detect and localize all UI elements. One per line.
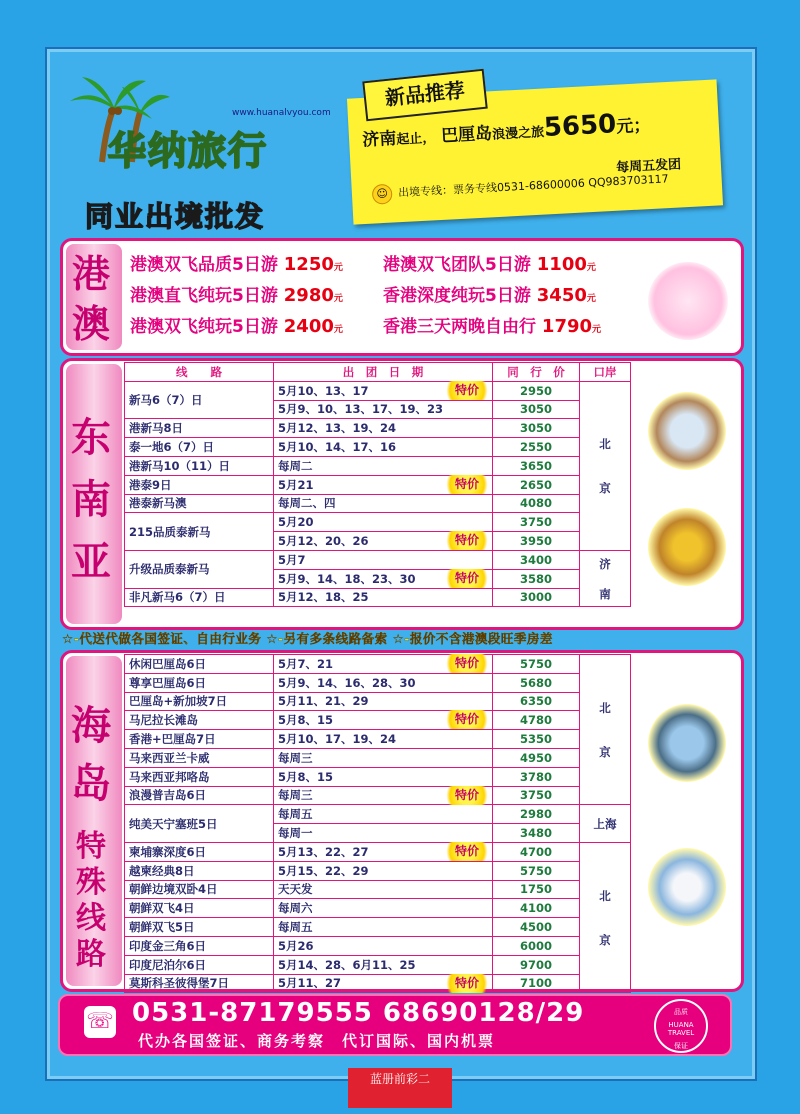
route-name: 越柬经典8日 bbox=[125, 861, 274, 880]
price-cell: 2550 bbox=[493, 438, 580, 457]
table-header: 口岸 bbox=[580, 363, 631, 382]
date-text: 5月10、13、17 bbox=[278, 383, 369, 398]
route-name: 休闲巴厘岛6日 bbox=[125, 655, 274, 674]
special-title: 特 殊 线 路 bbox=[76, 829, 106, 972]
promo-schedule: 每周五发团 bbox=[615, 157, 682, 176]
date-cell bbox=[274, 748, 493, 767]
date-text: 5月7 bbox=[278, 552, 306, 567]
date-text: 5月8、15 bbox=[278, 769, 334, 784]
port-cell: 上海 bbox=[580, 805, 631, 843]
phone-numbers[interactable]: 0531-87179555 68690128/29 bbox=[132, 998, 585, 1028]
hk-item-price: 1790 bbox=[541, 316, 593, 337]
date-text: 5月9、10、13、17、19、23 bbox=[278, 402, 444, 417]
route-name: 泰一地6（7）日 bbox=[125, 438, 274, 457]
date-cell bbox=[274, 513, 493, 532]
special-price-badge: 特价 bbox=[440, 475, 494, 494]
price-cell: 3050 bbox=[493, 419, 580, 438]
price-cell: 5750 bbox=[493, 655, 580, 674]
route-name: 215品质泰新马 bbox=[125, 513, 274, 551]
date-cell bbox=[274, 842, 493, 861]
hk-item-unit: 元 bbox=[592, 325, 602, 335]
date-cell bbox=[274, 767, 493, 786]
price-cell: 3780 bbox=[493, 767, 580, 786]
special-price-badge: 特价 bbox=[440, 381, 494, 400]
date-cell bbox=[274, 475, 493, 494]
date-text: 5月14、28、6月11、25 bbox=[278, 957, 416, 972]
price-cell: 3000 bbox=[493, 588, 580, 607]
price-cell: 1750 bbox=[493, 880, 580, 899]
date-text: 5月26 bbox=[278, 938, 314, 953]
date-cell bbox=[274, 786, 493, 805]
price-cell: 2650 bbox=[493, 475, 580, 494]
quality-stamp: 品质 HUANA TRAVEL 保证 bbox=[654, 999, 708, 1053]
route-name: 印度尼泊尔6日 bbox=[125, 955, 274, 974]
promo-city: 济南 bbox=[361, 128, 397, 151]
route-name: 新马6（7）日 bbox=[125, 381, 274, 419]
table-row bbox=[125, 955, 631, 974]
price-cell: 5750 bbox=[493, 861, 580, 880]
date-text: 5月9、14、18、23、30 bbox=[278, 571, 416, 586]
promo-tag: 新品推荐 bbox=[362, 69, 488, 122]
table-row bbox=[125, 381, 631, 400]
date-cell bbox=[274, 655, 493, 674]
date-text: 5月13、22、27 bbox=[278, 844, 369, 859]
hk-title: 港 澳 bbox=[71, 251, 110, 346]
route-name: 浪漫普吉岛6日 bbox=[125, 786, 274, 805]
hk-item bbox=[383, 250, 596, 275]
date-cell bbox=[274, 861, 493, 880]
hk-item-unit: 元 bbox=[333, 325, 343, 335]
date-text: 5月21 bbox=[278, 477, 314, 492]
bali-temple-photo bbox=[648, 704, 726, 782]
date-cell bbox=[274, 711, 493, 730]
hk-item-price: 2980 bbox=[283, 285, 334, 306]
price-cell: 3050 bbox=[493, 400, 580, 419]
special-price-badge: 特价 bbox=[440, 974, 494, 993]
route-name: 港泰新马澳 bbox=[125, 494, 274, 513]
promo-destination: 巴厘岛 bbox=[440, 123, 493, 147]
table-row bbox=[125, 438, 631, 457]
date-cell bbox=[274, 438, 493, 457]
date-text: 每周三 bbox=[278, 750, 313, 765]
date-cell bbox=[274, 805, 493, 824]
table-row bbox=[125, 673, 631, 692]
special-price-badge: 特价 bbox=[440, 569, 494, 588]
price-cell: 2980 bbox=[493, 805, 580, 824]
port-cell: 北 京 bbox=[580, 381, 631, 550]
hk-item-price: 2400 bbox=[283, 316, 334, 337]
route-name: 莫斯科圣彼得堡7日 bbox=[125, 974, 274, 993]
price-cell: 5680 bbox=[493, 673, 580, 692]
hk-item-name: 港澳直飞纯玩5日游 bbox=[130, 286, 278, 306]
port-cell: 北 京 bbox=[580, 655, 631, 805]
route-name: 香港+巴厘岛7日 bbox=[125, 730, 274, 749]
route-name: 马来西亚兰卡威 bbox=[125, 748, 274, 767]
price-cell: 9700 bbox=[493, 955, 580, 974]
price-cell: 3750 bbox=[493, 513, 580, 532]
table-row bbox=[125, 918, 631, 937]
island-table bbox=[124, 654, 631, 993]
logo-url[interactable]: www.huanalvyou.com bbox=[232, 108, 331, 118]
table-header: 线 路 bbox=[125, 363, 274, 382]
date-cell bbox=[274, 419, 493, 438]
date-text: 5月8、15 bbox=[278, 713, 334, 728]
hk-item-unit: 元 bbox=[333, 263, 343, 273]
date-cell bbox=[274, 824, 493, 843]
price-cell: 4100 bbox=[493, 899, 580, 918]
table-row bbox=[125, 861, 631, 880]
table-row bbox=[125, 550, 631, 569]
price-cell: 6350 bbox=[493, 692, 580, 711]
route-name: 柬埔寨深度6日 bbox=[125, 842, 274, 861]
date-cell bbox=[274, 588, 493, 607]
hk-item-price: 1100 bbox=[536, 254, 587, 275]
date-text: 每周六 bbox=[278, 901, 313, 916]
route-name: 朝鲜双飞5日 bbox=[125, 918, 274, 937]
table-row bbox=[125, 786, 631, 805]
date-cell bbox=[274, 673, 493, 692]
table-header: 出 团 日 期 bbox=[274, 363, 493, 382]
promo-city-suffix: 起止， bbox=[395, 130, 436, 148]
date-text: 5月11、21、29 bbox=[278, 694, 369, 709]
hk-item-name: 香港深度纯玩5日游 bbox=[383, 286, 531, 306]
date-cell bbox=[274, 532, 493, 551]
date-cell bbox=[274, 955, 493, 974]
price-cell: 3650 bbox=[493, 456, 580, 475]
table-row bbox=[125, 692, 631, 711]
smiley-icon: ☺ bbox=[372, 184, 393, 205]
special-price-badge: 特价 bbox=[440, 531, 494, 550]
table-header: 同 行 价 bbox=[493, 363, 580, 382]
route-name: 纯美天宁塞班5日 bbox=[125, 805, 274, 843]
table-row bbox=[125, 456, 631, 475]
date-text: 5月11、27 bbox=[278, 976, 342, 991]
sea-table bbox=[124, 362, 631, 607]
table-row bbox=[125, 730, 631, 749]
date-cell bbox=[274, 692, 493, 711]
date-cell bbox=[274, 456, 493, 475]
date-text: 5月12、20、26 bbox=[278, 534, 369, 549]
date-text: 5月12、13、19、24 bbox=[278, 421, 397, 436]
price-cell: 3580 bbox=[493, 569, 580, 588]
hk-item-unit: 元 bbox=[586, 263, 596, 273]
disney-image bbox=[648, 262, 728, 340]
logo-name: 华纳旅行 bbox=[108, 128, 269, 173]
route-name: 升级品质泰新马 bbox=[125, 550, 274, 588]
island-title: 海 岛 bbox=[71, 702, 111, 807]
route-name: 巴厘岛+新加坡7日 bbox=[125, 692, 274, 711]
table-row bbox=[125, 588, 631, 607]
date-text: 每周二、四 bbox=[278, 496, 336, 511]
promo-trip: 浪漫之旅 bbox=[491, 125, 545, 143]
hk-item-name: 香港三天两晚自由行 bbox=[383, 317, 536, 337]
table-row bbox=[125, 880, 631, 899]
hk-item bbox=[383, 281, 596, 306]
route-name: 马尼拉长滩岛 bbox=[125, 711, 274, 730]
date-cell bbox=[274, 569, 493, 588]
price-cell: 3950 bbox=[493, 532, 580, 551]
hk-item bbox=[383, 312, 601, 337]
date-cell bbox=[274, 730, 493, 749]
date-text: 5月10、14、17、16 bbox=[278, 440, 397, 455]
date-text: 每周三 bbox=[278, 788, 313, 803]
price-cell: 4700 bbox=[493, 842, 580, 861]
route-name: 尊享巴厘岛6日 bbox=[125, 673, 274, 692]
hk-item bbox=[130, 281, 343, 306]
port-cell: 北 京 bbox=[580, 842, 631, 992]
price-cell: 5350 bbox=[493, 730, 580, 749]
table-row bbox=[125, 655, 631, 674]
route-name: 马来西亚邦咯岛 bbox=[125, 767, 274, 786]
date-cell bbox=[274, 918, 493, 937]
stupa-photo bbox=[648, 848, 726, 926]
date-text: 5月10、17、19、24 bbox=[278, 732, 397, 747]
route-name: 朝鲜双飞4日 bbox=[125, 899, 274, 918]
price-cell: 4950 bbox=[493, 748, 580, 767]
price-cell: 4080 bbox=[493, 494, 580, 513]
date-cell bbox=[274, 381, 493, 400]
port-cell: 济 南 bbox=[580, 550, 631, 606]
hk-item-price: 3450 bbox=[536, 285, 587, 306]
table-row bbox=[125, 419, 631, 438]
macau-ruins-photo bbox=[648, 392, 726, 470]
hk-item-name: 港澳双飞纯玩5日游 bbox=[130, 317, 278, 337]
hk-item bbox=[130, 312, 343, 337]
thai-pagoda-photo bbox=[648, 508, 726, 586]
route-name: 非凡新马6（7）日 bbox=[125, 588, 274, 607]
hk-item-unit: 元 bbox=[586, 294, 596, 304]
date-text: 每周五 bbox=[278, 807, 313, 822]
table-row bbox=[125, 767, 631, 786]
special-price-badge: 特价 bbox=[440, 654, 494, 673]
date-text: 每周五 bbox=[278, 920, 313, 935]
hk-item-name: 港澳双飞品质5日游 bbox=[130, 255, 278, 275]
table-row bbox=[125, 494, 631, 513]
promo-unit: 元； bbox=[615, 115, 651, 138]
table-row bbox=[125, 899, 631, 918]
promo-card bbox=[344, 75, 722, 217]
notice-banner: ☆-代送代做各国签证、自由行业务 ☆-另有多条线路备索 ☆-报价不含港澳段旺季房差 bbox=[62, 631, 553, 646]
sea-title: 东 南 亚 bbox=[71, 414, 111, 585]
promo-price: 5650 bbox=[543, 109, 617, 144]
date-cell bbox=[274, 899, 493, 918]
date-text: 5月12、18、25 bbox=[278, 590, 369, 605]
date-text: 5月20 bbox=[278, 515, 314, 530]
route-name: 港新马8日 bbox=[125, 419, 274, 438]
table-row bbox=[125, 805, 631, 824]
price-cell: 3480 bbox=[493, 824, 580, 843]
date-text: 5月15、22、29 bbox=[278, 863, 369, 878]
date-text: 5月9、14、16、28、30 bbox=[278, 675, 416, 690]
page-label: 蓝册前彩二 bbox=[348, 1068, 452, 1108]
special-price-badge: 特价 bbox=[440, 786, 494, 805]
contact-footer bbox=[58, 994, 732, 1056]
route-name: 朝鲜边境双卧4日 bbox=[125, 880, 274, 899]
hk-item-unit: 元 bbox=[333, 294, 343, 304]
hk-item-price: 1250 bbox=[283, 254, 334, 275]
price-cell: 7100 bbox=[493, 974, 580, 993]
special-price-badge: 特价 bbox=[440, 842, 494, 861]
hk-item-name: 港澳双飞团队5日游 bbox=[383, 255, 531, 275]
price-cell: 3750 bbox=[493, 786, 580, 805]
date-text: 每周一 bbox=[278, 826, 313, 841]
date-cell bbox=[274, 936, 493, 955]
price-cell: 6000 bbox=[493, 936, 580, 955]
table-row bbox=[125, 475, 631, 494]
price-cell: 4780 bbox=[493, 711, 580, 730]
table-row bbox=[125, 513, 631, 532]
route-name: 港泰9日 bbox=[125, 475, 274, 494]
table-row bbox=[125, 974, 631, 993]
table-row bbox=[125, 936, 631, 955]
price-cell: 4500 bbox=[493, 918, 580, 937]
route-name: 印度金三角6日 bbox=[125, 936, 274, 955]
date-text: 5月7、21 bbox=[278, 656, 334, 671]
date-cell bbox=[274, 880, 493, 899]
special-price-badge: 特价 bbox=[440, 710, 494, 729]
date-cell bbox=[274, 550, 493, 569]
price-cell: 2950 bbox=[493, 381, 580, 400]
table-row bbox=[125, 711, 631, 730]
date-cell bbox=[274, 494, 493, 513]
hk-item bbox=[130, 250, 343, 275]
slogan: 同业出境批发 bbox=[85, 200, 266, 233]
route-name: 港新马10（11）日 bbox=[125, 456, 274, 475]
date-text: 天天发 bbox=[278, 882, 313, 897]
date-cell bbox=[274, 400, 493, 419]
table-row bbox=[125, 748, 631, 767]
price-cell: 3400 bbox=[493, 550, 580, 569]
phone-icon: ☏ bbox=[84, 1006, 116, 1038]
promo-contact-text: 出境专线：票务专线0531-68600006 QQ983703117 bbox=[397, 172, 669, 200]
date-text: 每周二 bbox=[278, 458, 313, 473]
table-row bbox=[125, 842, 631, 861]
date-cell bbox=[274, 974, 493, 993]
services-text: 代办各国签证、商务考察 代订国际、国内机票 bbox=[138, 1032, 496, 1050]
